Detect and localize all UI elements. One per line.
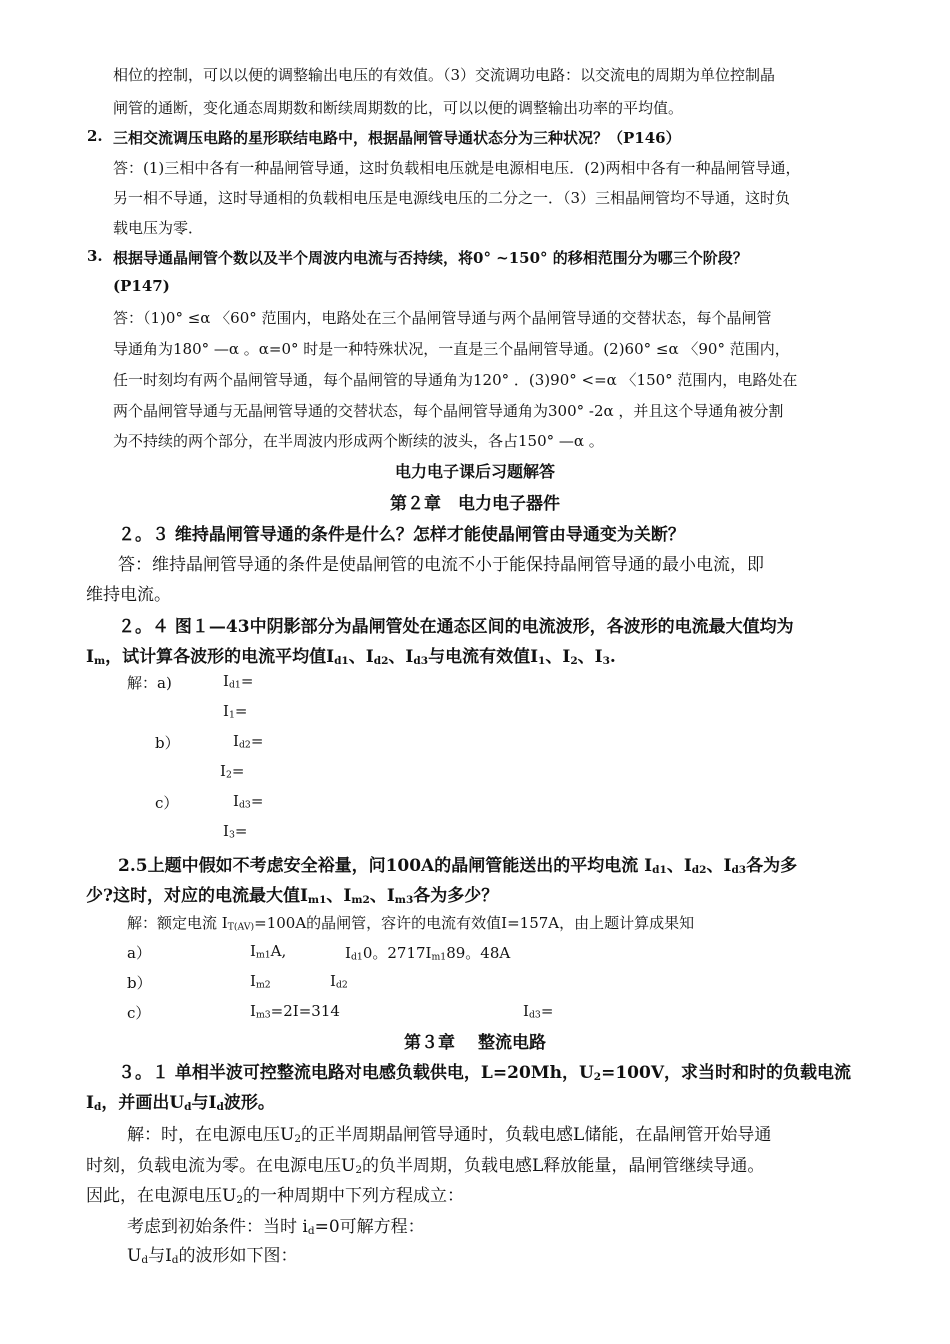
q3-1-title-2: $I_d$，并画出$U_d$与$I_d$波形。 bbox=[86, 1093, 275, 1113]
q2-4-solution-c-label: c） bbox=[155, 794, 179, 812]
q3-answer-1: 答：（1)0° ≤α 〈60° 范围内，电路处在三个晶闸管导通与两个晶闸管导通的交替状态，每个晶闸管 bbox=[113, 309, 772, 327]
q2-answer-2: 另一相不导通，这时导通相的负载相电压是电源线电压的二分之一．（3）三相晶闸管均不导通，这时负 bbox=[113, 189, 791, 207]
intro-line-2: 闸管的通断，变化通态周期数和断续周期数的比，可以以便的调整输出功率的平均值。 bbox=[113, 99, 684, 117]
q2-title: 三相交流调压电路的星形联结电路中，根据晶闸管导通状态分为三种状况？（P146） bbox=[113, 129, 681, 147]
document-title: 电力电子课后习题解答 bbox=[394, 462, 555, 481]
q3-1-solution-3: 因此，在电源电压$U_2$的一种周期中下列方程成立： bbox=[86, 1186, 465, 1206]
q2-5-b-im2: $I_{m2}$ bbox=[250, 972, 271, 991]
q2-4-id2: $I_{d2}=$ bbox=[233, 732, 264, 751]
q2-5-solution-1: 解：额定电流 $I_{T(AV)}=100A$的晶闸管，容许的电流有效值I=157A，由上题计算成果知 bbox=[127, 914, 695, 933]
q2-4-id1: $I_{d1}=$ bbox=[223, 672, 254, 691]
q2-answer-1: 答：(1)三相中各有一种晶闸管导通，这时负载相电压就是电源相电压．(2)两相中各有一种晶闸管导通， bbox=[113, 159, 801, 177]
q2-5-title-2: 少?这时，对应的电流最大值$I_{m1}$、$I_{m2}$、$I_{m3}$各为多少？ bbox=[86, 886, 499, 906]
q2-4-i2: $I_2=$ bbox=[220, 762, 245, 781]
q3-1-solution-2: 时刻，负载电流为零。在电源电压$U_2$的负半周期，负载电感L释放能量，晶闸管继续导通。 bbox=[86, 1156, 765, 1176]
q2-3-title: ２。３ 维持晶闸管导通的条件是什么？怎样才能使晶闸管由导通变为关断？ bbox=[118, 525, 685, 545]
q2-4-title-2: $I_m$，试计算各波形的电流平均值$I_{d1}$、$I_{d2}$、$I_{d3}$与电流有效值$I_1$、$I_2$、$I_3$. bbox=[86, 647, 616, 667]
q2-5-a-id1: $I_{d1}0$。$2717I_{m1}89$。48A bbox=[345, 944, 511, 963]
q3-answer-5: 为不持续的两个部分，在半周波内形成两个断续的波头，各占150° —α 。 bbox=[113, 432, 604, 450]
q2-4-i1: $I_1=$ bbox=[223, 702, 248, 721]
q2-3-answer-1: 答：维持晶闸管导通的条件是使晶闸管的电流不小于能保持晶闸管导通的最小电流，即 bbox=[118, 555, 764, 575]
q2-4-solution-b-label: b） bbox=[155, 734, 180, 752]
q3-1-solution-1: 解：时，在电源电压$U_2$的正半周期晶闸管导通时，负载电感L储能，在晶闸管开始导通 bbox=[127, 1125, 772, 1145]
q3-number: 3. bbox=[87, 247, 103, 265]
q2-4-i3: $I_3=$ bbox=[223, 822, 248, 841]
q2-4-title-1: ２。４ 图１—43中阴影部分为晶闸管处在通态区间的电流波形，各波形的电流最大值均为 bbox=[118, 617, 794, 637]
q3-1-title-1: ３。１ 单相半波可控整流电路对电感负载供电，L=20Mh，$U_2=100V$，求当时和时的负载电流 bbox=[118, 1063, 852, 1083]
q3-1-solution-4: 考虑到初始条件：当时 $i_d=0$可解方程： bbox=[127, 1217, 425, 1237]
q2-number: 2. bbox=[87, 127, 103, 145]
q2-5-title-1: 2.5上题中假如不考虑安全裕量，问100A的晶闸管能送出的平均电流 $I_{d1}$、$I_{d2}$、$I_{d3}$各为多 bbox=[118, 856, 798, 876]
q2-5-a-im1: $I_{m1}A$, bbox=[250, 942, 287, 961]
q3-answer-4: 两个晶闸管导通与无晶闸管导通的交替状态，每个晶闸管导通角为300° -2α ，并且这个导通角被分割 bbox=[113, 402, 784, 420]
q2-answer-3: 载电压为零． bbox=[113, 219, 204, 237]
q2-5-c-im3: $I_{m3}=2I=314$ bbox=[250, 1002, 340, 1021]
q2-4-id3: $I_{d3}=$ bbox=[233, 792, 264, 811]
q3-title: 根据导通晶闸管个数以及半个周波内电流与否持续，将0° ~150° 的移相范围分为哪三个阶段？ bbox=[113, 249, 748, 267]
q2-3-answer-2: 维持电流。 bbox=[86, 585, 171, 605]
q3-answer-3: 任一时刻均有两个晶闸管导通，每个晶闸管的导通角为120° ．(3)90° <=α 〈150° 范围内，电路处在 bbox=[113, 371, 798, 389]
q2-5-c-id3: $I_{d3}=$ bbox=[523, 1002, 554, 1021]
q2-4-solution-a-label: 解：a) bbox=[127, 674, 172, 692]
q3-answer-2: 导通角为180° —α 。α=0° 时是一种特殊状况，一直是三个晶闸管导通。(2)60° ≤α 〈90° 范围内， bbox=[113, 340, 790, 358]
intro-line-1: 相位的控制，可以以便的调整输出电压的有效值。（3）交流调功电路：以交流电的周期为单位控制晶 bbox=[113, 66, 776, 84]
q2-5-a-label: a） bbox=[127, 944, 151, 962]
chapter-2-heading: 第２章 电力电子器件 bbox=[390, 494, 560, 514]
chapter-3-heading: 第３章 整流电路 bbox=[404, 1033, 546, 1053]
q2-5-c-label: c） bbox=[127, 1004, 151, 1022]
q2-5-b-label: b） bbox=[127, 974, 152, 992]
q2-5-b-id2: $I_{d2}$ bbox=[330, 972, 348, 991]
q3-title-page: (P147) bbox=[113, 277, 170, 295]
q3-1-solution-5: $U_d$与$I_d$的波形如下图： bbox=[127, 1246, 298, 1266]
